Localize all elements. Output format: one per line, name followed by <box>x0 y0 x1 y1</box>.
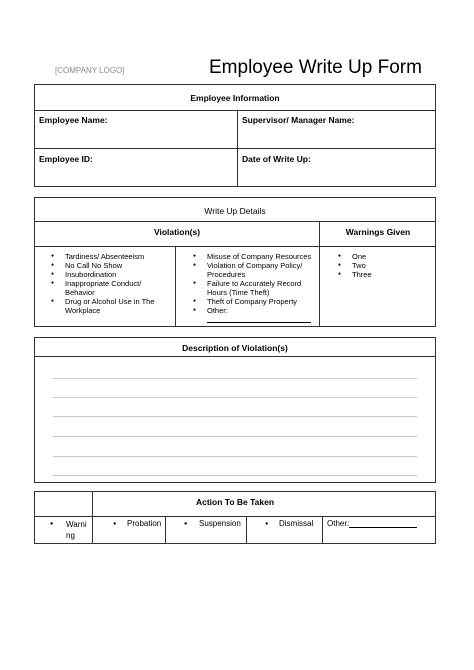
employee-name-field[interactable]: Employee Name: <box>39 115 108 125</box>
violation-checkbox-item[interactable]: ● Misuse of Company Resources <box>193 252 317 261</box>
form-title: Employee Write Up Form <box>209 57 422 78</box>
divider <box>35 246 435 247</box>
action-option-dismissal[interactable]: ● Dismissal <box>247 516 323 544</box>
company-logo-placeholder: [COMPANY LOGO] <box>55 66 125 75</box>
action-option-suspension[interactable]: ● Suspension <box>166 516 247 544</box>
violation-checkbox-item[interactable]: ● Failure to Accurately Record Hours (Time Theft) <box>193 279 317 297</box>
divider <box>35 356 435 357</box>
violation-checkbox-item[interactable]: ● Insubordination <box>51 270 171 279</box>
warnings-given-header: Warnings Given <box>345 227 411 237</box>
warning-checkbox-item[interactable]: ● Two <box>338 261 428 270</box>
description-ruled-line[interactable] <box>53 456 417 457</box>
date-of-write-up-field[interactable]: Date of Write Up: <box>242 154 311 164</box>
supervisor-name-field[interactable]: Supervisor/ Manager Name: <box>242 115 355 125</box>
description-ruled-line[interactable] <box>53 436 417 437</box>
write-up-details-section <box>34 197 436 327</box>
violation-checkbox-item[interactable]: ● Theft of Company Property <box>193 297 317 306</box>
violation-checkbox-item[interactable]: ● No Call No Show <box>51 261 171 270</box>
other-label: Other: <box>207 306 228 315</box>
description-section <box>34 337 436 483</box>
other-label: Other: <box>327 519 350 528</box>
warning-checkbox-item[interactable]: ● One <box>338 252 428 261</box>
other-action-blank-line[interactable] <box>349 519 417 528</box>
write-up-details-header: Write Up Details <box>204 206 266 216</box>
violation-checkbox-item[interactable]: ● Violation of Company Policy/ Procedures <box>193 261 317 279</box>
description-ruled-line[interactable] <box>53 475 417 476</box>
action-option-warning[interactable]: ● Warni ng <box>35 492 93 543</box>
action-section <box>34 491 436 544</box>
action-option-probation[interactable]: ● Probation <box>93 516 166 544</box>
description-header: Description of Violation(s) <box>182 343 288 353</box>
action-header: Action To Be Taken <box>195 497 275 507</box>
action-option-other[interactable] <box>323 516 435 544</box>
description-ruled-line[interactable] <box>53 378 417 379</box>
warnings-list <box>338 252 428 279</box>
other-violation-blank-line[interactable] <box>207 322 311 323</box>
description-ruled-line[interactable] <box>53 416 417 417</box>
employee-information-header: Employee Information <box>190 93 280 103</box>
violation-checkbox-item[interactable]: ● Drug or Alcohol Use in The Workplace <box>51 297 171 315</box>
warning-checkbox-item[interactable]: ● Three <box>338 270 428 279</box>
violations-header: Violation(s) <box>153 227 201 237</box>
violation-list-right <box>193 252 317 315</box>
employee-information-section <box>34 84 436 187</box>
employee-id-field[interactable]: Employee ID: <box>39 154 93 164</box>
violation-other-item[interactable] <box>193 306 317 315</box>
divider <box>35 221 435 222</box>
description-ruled-line[interactable] <box>53 397 417 398</box>
divider <box>35 110 435 111</box>
divider <box>175 246 176 327</box>
divider <box>35 148 435 149</box>
violation-list-left <box>51 252 171 315</box>
divider <box>237 110 238 187</box>
violation-checkbox-item[interactable]: ● Tardiness/ Absenteeism <box>51 252 171 261</box>
violation-checkbox-item[interactable]: ● Inappropriate Conduct/ Behavior <box>51 279 171 297</box>
